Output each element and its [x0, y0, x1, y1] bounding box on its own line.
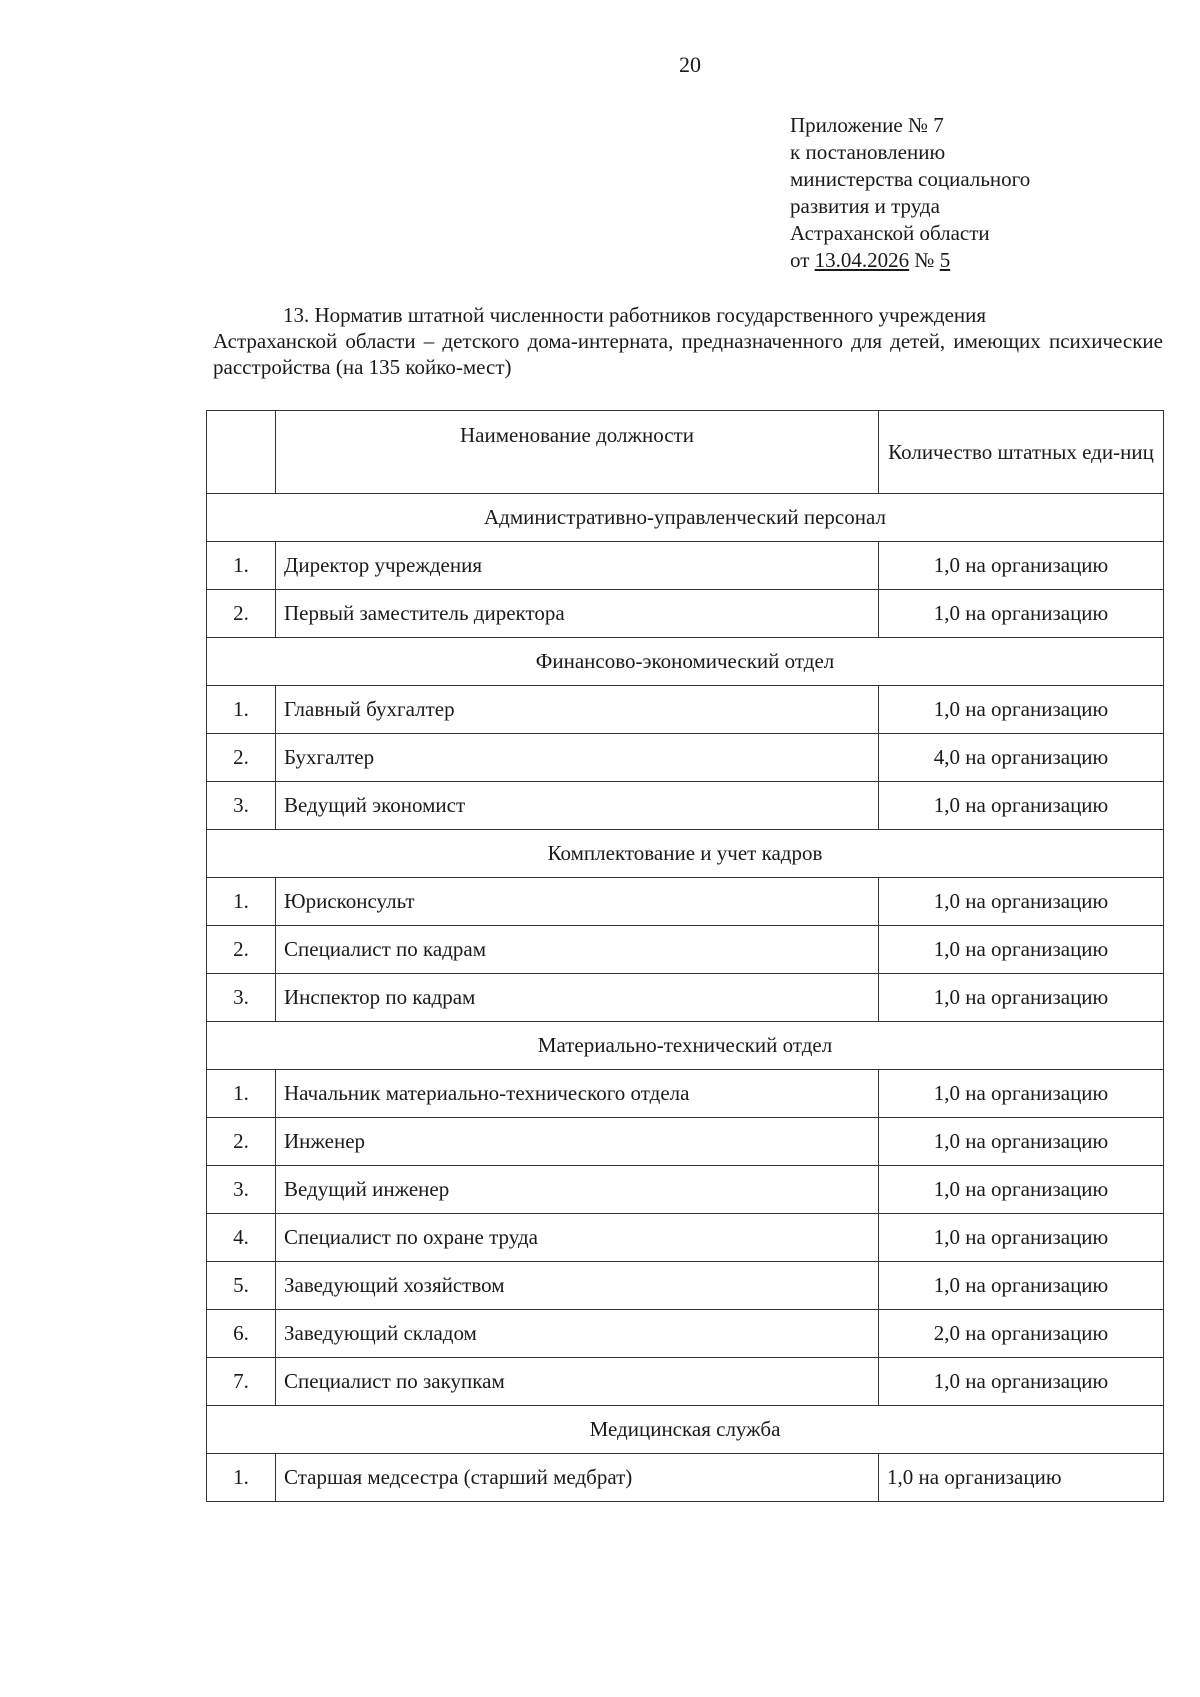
appendix-line: развития и труда	[790, 194, 940, 218]
appendix-block	[790, 112, 1030, 274]
table-header-row	[207, 411, 1164, 494]
position-name: Первый заместитель директора	[276, 590, 879, 638]
table-row	[207, 782, 1164, 830]
table-row	[207, 1166, 1164, 1214]
heading-rest: Астраханской области – детского дома-интерната, предназначенного для детей, имеющих психические расстройства (на 135 койко-мест)	[213, 329, 1163, 379]
section-title: Материально-технический отдел	[207, 1022, 1164, 1070]
header-units-cell: Количество штатных еди-ниц	[879, 411, 1164, 494]
row-number: 2.	[207, 1118, 276, 1166]
row-number: 6.	[207, 1310, 276, 1358]
position-name: Специалист по охране труда	[276, 1214, 879, 1262]
section-row	[207, 1406, 1164, 1454]
staffing-table	[206, 410, 1164, 1502]
table-row	[207, 590, 1164, 638]
table-row	[207, 1214, 1164, 1262]
row-number: 7.	[207, 1358, 276, 1406]
section-title: Медицинская служба	[207, 1406, 1164, 1454]
staff-units: 1,0 на организацию	[879, 686, 1164, 734]
appendix-line: Астраханской области	[790, 221, 990, 245]
staff-units: 1,0 на организацию	[879, 926, 1164, 974]
staff-units: 1,0 на организацию	[879, 1070, 1164, 1118]
row-number: 1.	[207, 1070, 276, 1118]
row-number: 1.	[207, 1454, 276, 1502]
staff-units: 1,0 на организацию	[879, 878, 1164, 926]
resolution-number: 5	[939, 248, 951, 272]
position-name: Директор учреждения	[276, 542, 879, 590]
row-number: 1.	[207, 686, 276, 734]
table-row	[207, 1070, 1164, 1118]
header-num-cell	[207, 411, 276, 494]
row-number: 3.	[207, 1166, 276, 1214]
section-row	[207, 638, 1164, 686]
staff-units: 1,0 на организацию	[879, 542, 1164, 590]
section-row	[207, 1022, 1164, 1070]
header-position-cell: Наименование должности	[276, 411, 879, 494]
staff-units: 1,0 на организацию	[879, 1166, 1164, 1214]
staff-units: 1,0 на организацию	[879, 590, 1164, 638]
position-name: Старшая медсестра (старший медбрат)	[276, 1454, 879, 1502]
table-row	[207, 1358, 1164, 1406]
position-name: Бухгалтер	[276, 734, 879, 782]
section-title: Комплектование и учет кадров	[207, 830, 1164, 878]
table-row	[207, 686, 1164, 734]
table-row	[207, 926, 1164, 974]
appendix-line: министерства социального	[790, 167, 1031, 191]
row-number: 3.	[207, 782, 276, 830]
table-row	[207, 542, 1164, 590]
appendix-date-line	[790, 247, 1030, 274]
appendix-line: Приложение № 7	[790, 113, 944, 137]
position-name: Главный бухгалтер	[276, 686, 879, 734]
staff-units: 1,0 на организацию	[879, 1214, 1164, 1262]
position-name: Специалист по кадрам	[276, 926, 879, 974]
position-name: Инспектор по кадрам	[276, 974, 879, 1022]
position-name: Ведущий инженер	[276, 1166, 879, 1214]
table-row	[207, 1262, 1164, 1310]
row-number: 4.	[207, 1214, 276, 1262]
position-name: Инженер	[276, 1118, 879, 1166]
appendix-line: к постановлению	[790, 140, 946, 164]
staff-units: 1,0 на организацию	[879, 782, 1164, 830]
page-number: 20	[679, 52, 701, 77]
section-row	[207, 494, 1164, 542]
position-name: Ведущий экономист	[276, 782, 879, 830]
table-row	[207, 974, 1164, 1022]
position-name: Заведующий складом	[276, 1310, 879, 1358]
staff-units: 1,0 на организацию	[879, 1118, 1164, 1166]
table-row	[207, 734, 1164, 782]
resolution-date: 13.04.2026	[814, 248, 910, 272]
row-number: 3.	[207, 974, 276, 1022]
section-title: Финансово-экономический отдел	[207, 638, 1164, 686]
position-name: Юрисконсульт	[276, 878, 879, 926]
staff-units: 1,0 на организацию	[879, 974, 1164, 1022]
table-row	[207, 878, 1164, 926]
position-name: Начальник материально-технического отдела	[276, 1070, 879, 1118]
row-number: 2.	[207, 734, 276, 782]
table-row	[207, 1118, 1164, 1166]
position-name: Заведующий хозяйством	[276, 1262, 879, 1310]
staff-units: 2,0 на организацию	[879, 1310, 1164, 1358]
staff-units: 1,0 на организацию	[879, 1454, 1164, 1502]
section-title: Административно-управленческий персонал	[207, 494, 1164, 542]
table-row	[207, 1310, 1164, 1358]
table-row	[207, 1454, 1164, 1502]
row-number: 2.	[207, 926, 276, 974]
row-number: 5.	[207, 1262, 276, 1310]
section-row	[207, 830, 1164, 878]
heading-first-line: 13. Норматив штатной численности работников государственного учреждения	[283, 303, 987, 327]
staff-units: 1,0 на организацию	[879, 1358, 1164, 1406]
row-number: 1.	[207, 542, 276, 590]
date-prefix: от	[790, 248, 815, 272]
row-number: 1.	[207, 878, 276, 926]
staff-units: 4,0 на организацию	[879, 734, 1164, 782]
row-number: 2.	[207, 590, 276, 638]
staff-units: 1,0 на организацию	[879, 1262, 1164, 1310]
document-heading	[213, 302, 1163, 380]
number-prefix: №	[909, 248, 940, 272]
position-name: Специалист по закупкам	[276, 1358, 879, 1406]
